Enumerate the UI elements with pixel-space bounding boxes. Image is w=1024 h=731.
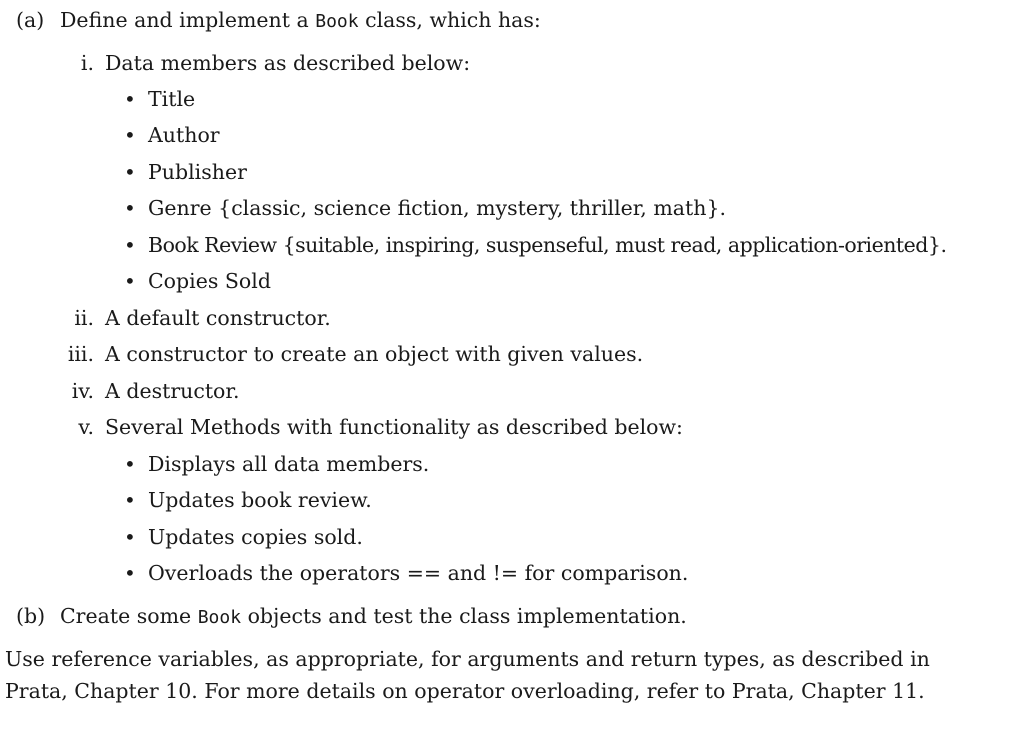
bullet-icon: • (124, 123, 136, 147)
method-overload-operators: Overloads the operators == and != for comparison. (148, 561, 689, 585)
part-b-code: Book (197, 607, 242, 628)
method-update-copies: Updates copies sold. (148, 525, 363, 549)
part-b-text-after: objects and test the class implementation. (241, 604, 687, 628)
bullet-icon: • (124, 525, 136, 549)
part-b-text-before: Create some (60, 604, 198, 628)
footer-line-2: Prata, Chapter 10. For more details on operator overloading, refer to Prata, Chapter 11. (5, 679, 925, 703)
method-update-review: Updates book review. (148, 488, 372, 512)
part-a-text (60, 7, 541, 35)
part-a-label: (a) (16, 8, 45, 32)
part-b-text (60, 603, 687, 631)
bullet-icon: • (124, 160, 136, 184)
data-member-book-review: Book Review {suitable, inspiring, suspenseful, must read, application-oriented}. (148, 233, 947, 257)
part-a-code: Book (315, 11, 359, 32)
data-member-author: Author (148, 123, 220, 147)
method-display: Displays all data members. (148, 452, 430, 476)
data-member-title: Title (148, 87, 196, 111)
bullet-icon: • (124, 561, 136, 585)
bullet-icon: • (124, 233, 136, 257)
item-ii-text: A default constructor. (105, 306, 331, 330)
item-iii-numeral: iii. (67, 342, 94, 366)
data-member-genre: Genre {classic, science fiction, mystery, thriller, math}. (148, 196, 727, 220)
item-v-numeral: v. (78, 415, 94, 439)
item-v-text: Several Methods with functionality as described below: (105, 415, 683, 439)
bullet-icon: • (124, 196, 136, 220)
part-a-text-before: Define and implement a (60, 8, 316, 32)
item-ii-numeral: ii. (74, 306, 94, 330)
item-iii-text: A constructor to create an object with given values. (105, 342, 644, 366)
bullet-icon: • (124, 269, 136, 293)
footer-line-1: Use reference variables, as appropriate, for arguments and return types, as described in (5, 647, 930, 671)
data-member-publisher: Publisher (148, 160, 247, 184)
item-i-text: Data members as described below: (105, 51, 471, 75)
item-i-numeral: i. (80, 51, 94, 75)
item-iv-text: A destructor. (105, 379, 240, 403)
bullet-icon: • (124, 452, 136, 476)
item-iv-numeral: iv. (71, 379, 94, 403)
part-a-text-after: class, which has: (358, 8, 541, 32)
bullet-icon: • (124, 87, 136, 111)
data-member-copies-sold: Copies Sold (148, 269, 271, 293)
part-b-label: (b) (16, 604, 46, 628)
bullet-icon: • (124, 488, 136, 512)
